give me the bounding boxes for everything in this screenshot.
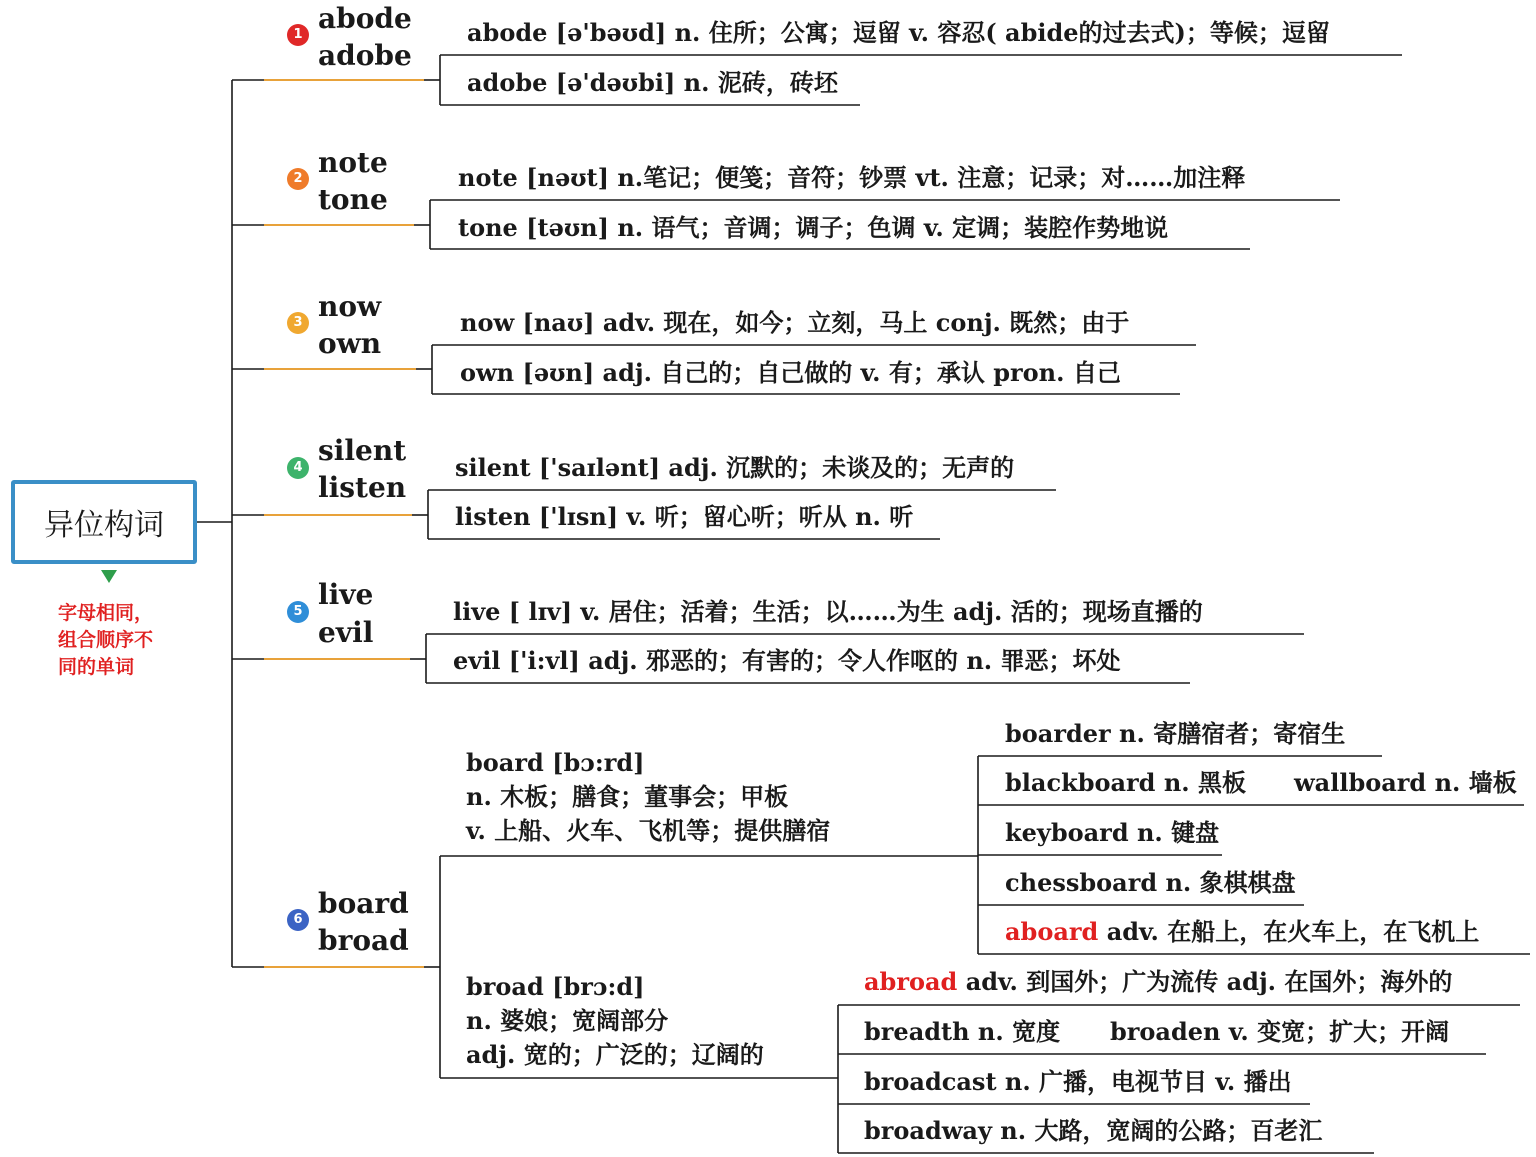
broad-noun-def: n. 婆娘；宽阔部分 [466,1006,669,1035]
branch-word: adobe [318,39,412,72]
branch-word: listen [318,471,407,504]
derived-def: adv. 在船上，在火车上，在飞机上 [1106,917,1480,946]
root-node [11,480,197,564]
arrow-down-icon [101,570,117,583]
definition: now [naʊ] adv. 现在，如今；立刻，马上 conj. 既然；由于 [460,308,1130,337]
badge-2: 2 [287,168,309,190]
highlight-word: aboard [1005,917,1099,946]
board-block [466,746,830,848]
derived-word: chessboard n. 象棋棋盘 [1005,868,1296,897]
root-note-line: 同的单词 [58,656,135,678]
broad-headword: broad [brɔ:d] [466,972,645,1001]
branch-word: abode [318,2,412,35]
branch-word: own [318,327,382,360]
branch-word: note [318,146,388,179]
definition: silent ['saɪlənt] adj. 沉默的；未谈及的；无声的 [455,453,1015,482]
derived-word: wallboard n. 墙板 [1294,768,1517,797]
root-note-line: 字母相同， [58,602,154,624]
derived-word: keyboard n. 键盘 [1005,818,1220,847]
definition: tone [təʊn] n. 语气；音调；调子；色调 v. 定调；装腔作势地说 [458,213,1169,242]
badge-6: 6 [287,909,309,931]
badge-1: 1 [287,24,309,46]
derived-word: blackboard n. 黑板 [1005,768,1246,797]
derived-word: boarder n. 寄膳宿者；寄宿生 [1005,719,1346,748]
branch-word: evil [318,616,374,649]
definition: abode [ə'bəʊd] n. 住所；公寓；逗留 v. 容忍( abide的过去式)；等候；逗留 [467,18,1330,47]
definition: note [nəʊt] n.笔记；便笺；音符；钞票 vt. 注意；记录；对……加注释 [458,163,1246,192]
branch-word: tone [318,183,388,216]
board-verb-def: v. 上船、火车、飞机等；提供膳宿 [466,816,831,845]
branch-word: board [318,887,409,920]
board-noun-def: n. 木板；膳食；董事会；甲板 [466,782,789,811]
branch-word: silent [318,434,407,467]
derived-word: breadth n. 宽度 [864,1017,1061,1046]
board-headword: board [bɔ:rd] [466,748,645,777]
definition: listen ['lɪsn] v. 听；留心听；听从 n. 听 [455,502,914,531]
broad-adj-def: adj. 宽的；广泛的；辽阔的 [466,1040,764,1069]
derived-word: broadcast n. 广播，电视节目 v. 播出 [864,1067,1292,1096]
branch-word: now [318,290,382,323]
badge-5: 5 [287,601,309,623]
derived-def: adv. 到国外；广为流传 adj. 在国外；海外的 [965,967,1453,996]
root-title: 异位构词 [44,508,164,543]
highlight-word: abroad [864,967,958,996]
definition: live [ lɪv] v. 居住；活着；生活；以……为生 adj. 活的；现场直播的 [453,597,1203,626]
branch-word: live [318,578,374,611]
badge-3: 3 [287,312,309,334]
definition: evil ['i:vl] adj. 邪恶的；有害的；令人作呕的 n. 罪恶；坏处 [453,646,1121,675]
derived-word-abroad [864,967,1452,997]
derived-word: broaden v. 变宽；扩大；开阔 [1110,1017,1450,1046]
root-note [58,600,173,681]
broad-block [466,970,764,1072]
root-note-line: 组合顺序不 [58,629,154,651]
branch-word: broad [318,924,409,957]
derived-word-aboard [1005,917,1479,947]
definition: adobe [ə'dəʊbi] n. 泥砖，砖坯 [467,68,838,97]
definition: own [əʊn] adj. 自己的；自己做的 v. 有；承认 pron. 自己 [460,358,1121,387]
badge-4: 4 [287,457,309,479]
derived-word: broadway n. 大路，宽阔的公路；百老汇 [864,1116,1323,1145]
